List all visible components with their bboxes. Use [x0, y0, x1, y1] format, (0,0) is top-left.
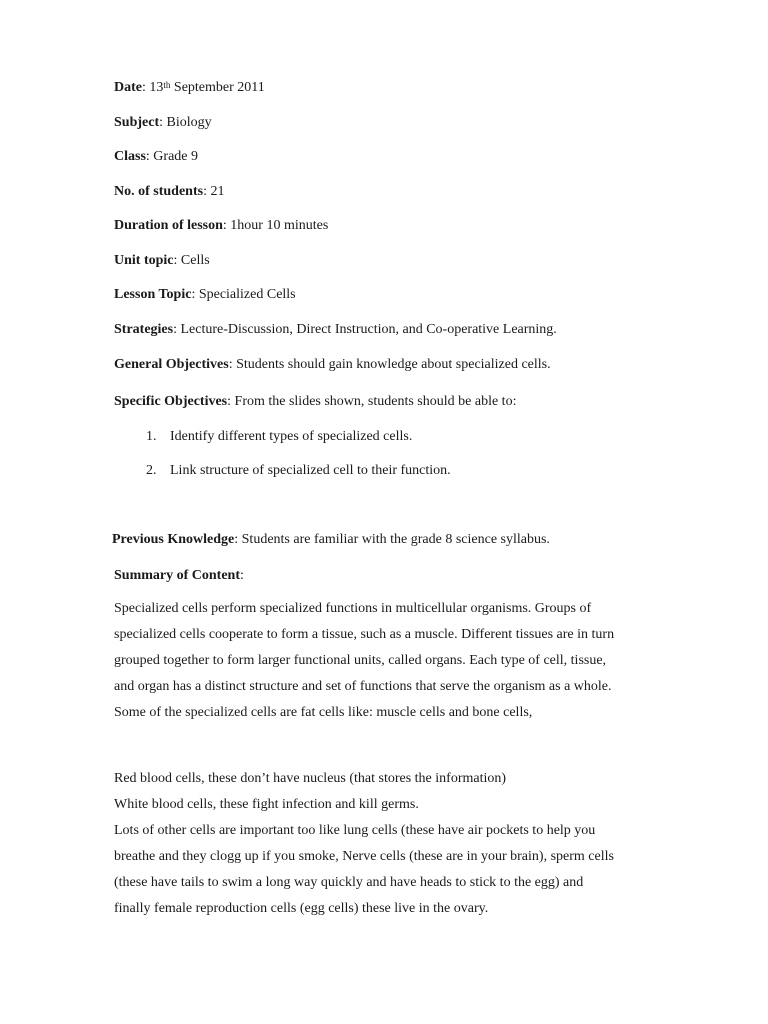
- class-value: Grade 9: [153, 149, 198, 164]
- date-rest: September 2011: [170, 80, 265, 95]
- general-objectives-value: Students should gain knowledge about specialized cells.: [236, 357, 551, 372]
- objective-number: 2.: [146, 463, 157, 478]
- summary-line: specialized cells cooperate to form a tissue, such as a muscle. Different tissues are in turn: [114, 627, 615, 642]
- summary-line: and organ has a distinct structure and set of functions that serve the organism as a whole.: [114, 679, 612, 694]
- previous-knowledge-field: Previous Knowledge: Students are familiar with the grade 8 science syllabus.: [112, 532, 550, 547]
- strategies-value: Lecture-Discussion, Direct Instruction, and Co-operative Learning.: [180, 322, 557, 337]
- objective-number: 1.: [146, 429, 157, 444]
- cell-types-line: (these have tails to swim a long way quickly and have heads to stick to the egg) and: [114, 875, 584, 890]
- duration-value: 1hour 10 minutes: [230, 218, 329, 233]
- summary-paragraph: [114, 596, 654, 726]
- date-suffix: th: [163, 80, 171, 90]
- cell-types-line: breathe and they clogg up if you smoke, Nerve cells (these are in your brain), sperm cells: [114, 849, 614, 864]
- class-field: Class: Grade 9: [114, 149, 198, 164]
- previous-knowledge-label: Previous Knowledge: [112, 532, 235, 547]
- lesson-topic-label: Lesson Topic: [114, 287, 192, 302]
- summary-line: Some of the specialized cells are fat cells like: muscle cells and bone cells,: [114, 705, 533, 720]
- objective-item: [146, 462, 451, 480]
- unit-topic-value: Cells: [180, 253, 210, 268]
- lesson-topic-field: Lesson Topic: Specialized Cells: [114, 287, 296, 302]
- specific-objectives-label: Specific Objectives: [114, 394, 228, 409]
- objective-text: Link structure of specialized cell to their function.: [170, 463, 451, 478]
- duration-label: Duration of lesson: [114, 218, 223, 233]
- summary-line: grouped together to form larger functional units, called organs. Each type of cell, tissue,: [114, 653, 607, 668]
- unit-topic-label: Unit topic: [114, 253, 174, 268]
- lesson-topic-value: Specialized Cells: [198, 287, 296, 302]
- specific-objectives-value: From the slides shown, students should be able to:: [234, 394, 517, 409]
- class-label: Class: [114, 149, 146, 164]
- students-label: No. of students: [114, 184, 204, 199]
- summary-line: Specialized cells perform specialized functions in multicellular organisms. Groups of: [114, 601, 592, 616]
- objective-text: Identify different types of specialized cells.: [170, 429, 413, 444]
- students-value: 21: [210, 184, 225, 199]
- students-field: No. of students: 21: [114, 184, 225, 199]
- subject-field: Subject: Biology: [114, 115, 212, 130]
- cell-types-line: White blood cells, these fight infection and kill germs.: [114, 797, 419, 812]
- general-objectives-field: General Objectives: Students should gain knowledge about specialized cells.: [114, 357, 551, 372]
- subject-value: Biology: [166, 115, 212, 130]
- previous-knowledge-value: Students are familiar with the grade 8 science syllabus.: [241, 532, 550, 547]
- subject-label: Subject: [114, 115, 160, 130]
- cell-types-paragraph: [114, 766, 654, 922]
- cell-types-line: Red blood cells, these don’t have nucleus (that stores the information): [114, 771, 507, 786]
- cell-types-line: Lots of other cells are important too like lung cells (these have air pockets to help you: [114, 823, 596, 838]
- summary-heading: Summary of Content:: [114, 568, 244, 583]
- objective-item: [146, 428, 412, 446]
- specific-objectives-field: Specific Objectives: From the slides shown, students should be able to:: [114, 394, 517, 409]
- date-label: Date: [114, 80, 142, 95]
- summary-label: Summary of Content: [114, 568, 240, 583]
- duration-field: Duration of lesson: 1hour 10 minutes: [114, 218, 329, 233]
- date-day: 13: [149, 80, 164, 95]
- strategies-field: Strategies: Lecture-Discussion, Direct Instruction, and Co-operative Learning.: [114, 322, 557, 337]
- cell-types-line: finally female reproduction cells (egg cells) these live in the ovary.: [114, 901, 489, 916]
- general-objectives-label: General Objectives: [114, 357, 229, 372]
- date-field: Date: 13th September 2011: [114, 80, 265, 95]
- unit-topic-field: Unit topic: Cells: [114, 253, 210, 268]
- strategies-label: Strategies: [114, 322, 174, 337]
